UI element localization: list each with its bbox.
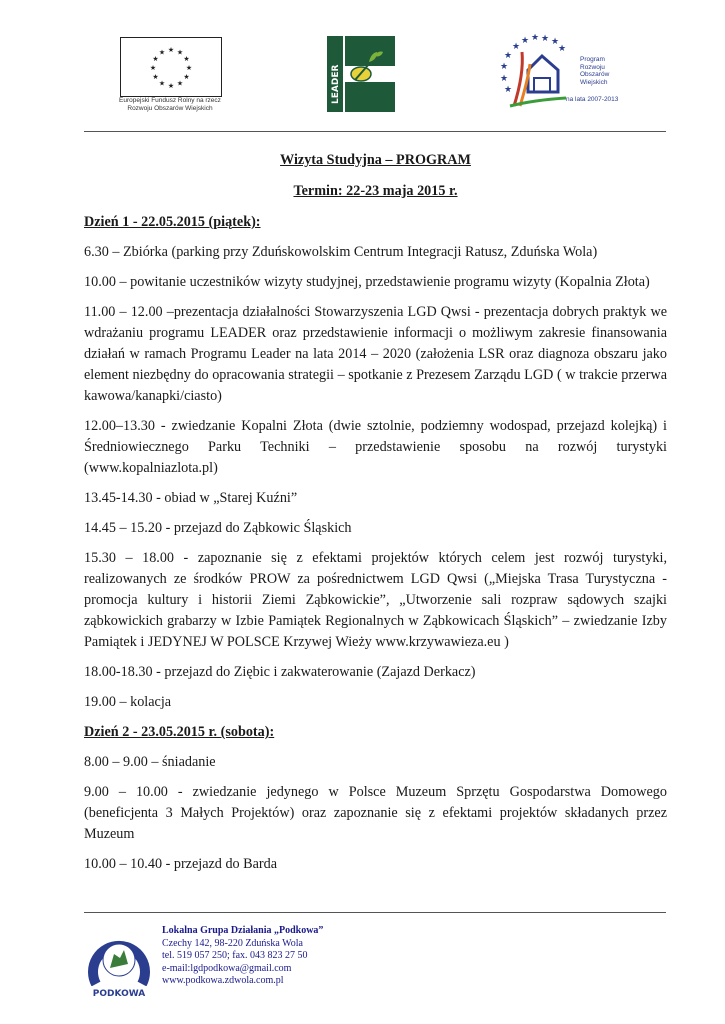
svg-text:★: ★ xyxy=(504,85,513,95)
svg-text:★: ★ xyxy=(512,42,521,52)
schedule-item: 10.00 – powitanie uczestników wizyty studyjnej, przedstawienie programu wizyty (Kopalnia Złota) xyxy=(84,274,650,290)
schedule-item: 9.00 – 10.00 - zwiedzanie jedynego w Polsce Muzeum Sprzętu Gospodarstwa Domowego (beneficjenta 3 Małych Projektów) oraz zapoznanie się z efektami projektów składanych przez Muzeum xyxy=(84,784,667,842)
eu-logo xyxy=(117,37,227,123)
footer-email[interactable]: e-mail:lgdpodkowa@gmail.com xyxy=(162,962,292,974)
lgd-podkowa-logo-icon xyxy=(86,924,152,1002)
svg-text:★: ★ xyxy=(183,73,190,81)
svg-text:★: ★ xyxy=(158,48,166,57)
svg-text:★: ★ xyxy=(521,36,530,46)
svg-text:★: ★ xyxy=(504,51,513,61)
svg-text:★: ★ xyxy=(551,37,560,47)
eu-caption-line2: Rozwoju Obszarów Wiejskich xyxy=(127,105,213,112)
eu-caption-line1: Europejski Fundusz Rolny na rzecz xyxy=(119,97,221,104)
svg-text:★: ★ xyxy=(176,79,184,88)
schedule-item: 13.45-14.30 - obiad w „Starej Kuźni” xyxy=(84,490,298,506)
footer-contact xyxy=(162,925,323,988)
svg-text:★: ★ xyxy=(558,44,567,54)
prow-line: Wiejskich xyxy=(580,78,608,86)
schedule-item: 19.00 – kolacja xyxy=(84,694,172,710)
svg-text:★: ★ xyxy=(541,34,550,44)
prow-logo xyxy=(494,34,624,114)
footer-phone: tel. 519 057 250; fax. 043 823 27 50 xyxy=(162,950,308,961)
footer-address: Czechy 142, 98-220 Zduńska Wola xyxy=(162,937,303,949)
header-divider xyxy=(84,131,666,132)
prow-line: Rozwoju xyxy=(580,63,605,71)
footer-org: Lokalna Grupa Działania „Podkowa” xyxy=(162,925,324,936)
leader-logo-icon xyxy=(325,34,397,114)
program-content xyxy=(84,150,667,884)
svg-text:★: ★ xyxy=(531,34,540,43)
day1-heading: Dzień 1 - 22.05.2015 (piątek): xyxy=(84,214,261,230)
svg-text:★: ★ xyxy=(158,79,166,88)
svg-text:★: ★ xyxy=(167,82,175,90)
schedule-item: 10.00 – 10.40 - przejazd do Barda xyxy=(84,856,278,872)
svg-text:★: ★ xyxy=(176,48,184,57)
footer-logo-text: PODKOWA xyxy=(92,989,146,999)
schedule-item: 18.00-18.30 - przejazd do Ziębic i zakwaterowanie (Zajazd Derkacz) xyxy=(84,664,476,680)
svg-text:★: ★ xyxy=(500,74,509,84)
eu-caption xyxy=(117,97,223,113)
schedule-item: 12.00–13.30 - zwiedzanie Kopalni Złota (dwie sztolnie, podziemny wodospad, przejazd kolejką) i Średniowiecznego Parku Techniki – przedstawienie sposobu na rozwój turystyki (www.kopalniazlota.pl) xyxy=(84,418,667,476)
footer-website[interactable]: www.podkowa.zdwola.com.pl xyxy=(162,975,284,986)
svg-text:★: ★ xyxy=(183,55,190,63)
schedule-item: 14.45 – 15.20 - przejazd do Ząbkowic Śląskich xyxy=(84,520,352,536)
leader-logo-text: LEADER xyxy=(331,64,341,104)
header-logos xyxy=(0,0,725,130)
svg-text:★: ★ xyxy=(152,55,159,63)
svg-text:★: ★ xyxy=(149,64,157,72)
schedule-item: 11.00 – 12.00 –prezentacja działalności Stowarzyszenia LGD Qwsi - prezentacja dobrych praktyk we wdrażaniu programu LEADER oraz przedstawienie informacji o możliwym zakresie finansowania działań w ramach Programu Leader na lata 2014 – 2020 (założenia LSR oraz diagnoza obszaru jako element niezbędny do opracowania strategii – spotkanie z Prezesem Zarządu LGD ( w trakcie przerwa kawowa/kanapki/ciasto) xyxy=(84,304,667,404)
schedule-item: 8.00 – 9.00 – śniadanie xyxy=(84,754,216,770)
schedule-item: 6.30 – Zbiórka (parking przy Zduńskowolskim Centrum Integracji Ratusz, Zduńska Wola) xyxy=(84,244,598,260)
footer xyxy=(0,912,725,1024)
prow-line: Program xyxy=(580,56,605,63)
prow-text xyxy=(580,56,609,86)
svg-text:★: ★ xyxy=(152,73,159,81)
schedule-item: 15.30 – 18.00 - zapoznanie się z efektami projektów których celem jest rozwój turystyki, realizowanych ze środków PROW za pośrednictwem LGD Qwsi („Miejska Trasa Turystyczna - promocja kultury i historii Ziemi Ząbkowickie”, „Utworzenie sali rozpraw sądowych szajki ząbkowickich grabarzy w Izbie Pamiątek Regionalnych w Ząbkowicach Śląskich” – zwiedzanie Izby Pamiątek i JEDYNEJ W POLSCE Krzywej Wieży www.krzywawieza.eu ) xyxy=(84,550,667,650)
document-date: Termin: 22-23 maja 2015 r. xyxy=(293,183,458,199)
svg-text:★: ★ xyxy=(167,46,175,54)
svg-text:★: ★ xyxy=(500,62,509,72)
prow-line: Obszarów xyxy=(580,71,610,79)
document-title: Wizyta Studyjna – PROGRAM xyxy=(280,152,471,168)
eu-flag-icon xyxy=(120,37,222,97)
day2-heading: Dzień 2 - 23.05.2015 r. (sobota): xyxy=(84,724,275,740)
prow-years: na lata 2007-2013 xyxy=(566,96,619,103)
svg-text:★: ★ xyxy=(185,64,193,72)
